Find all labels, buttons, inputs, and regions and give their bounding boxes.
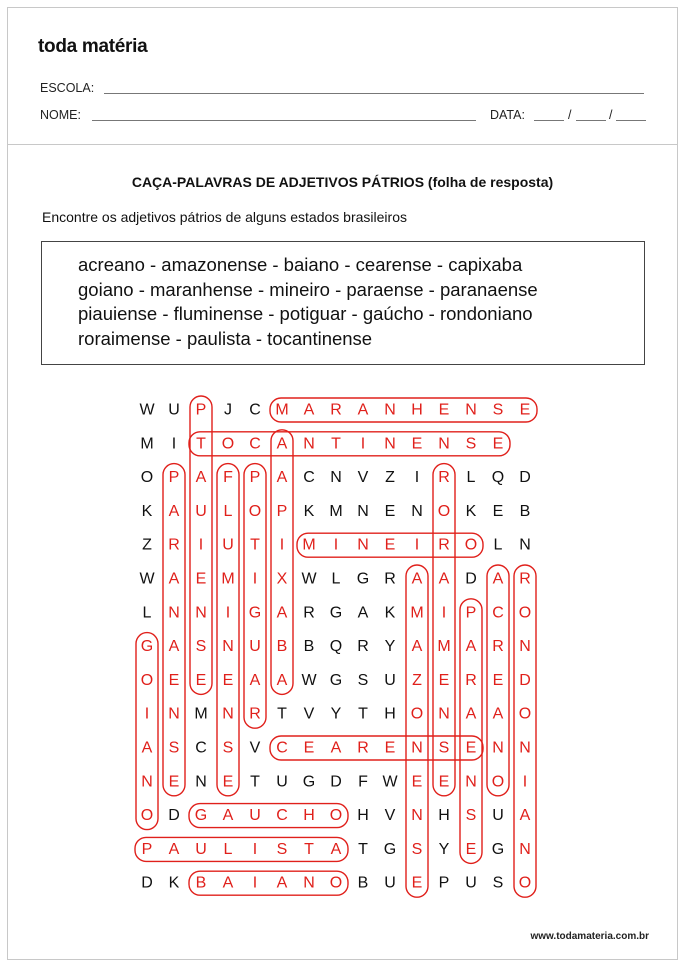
grid-letter: I: [333, 536, 339, 554]
grid-letter: E: [438, 401, 450, 419]
grid-letter: O: [140, 807, 154, 825]
grid-letter: S: [492, 401, 504, 419]
worksheet-page: [7, 7, 678, 960]
grid-letter: E: [384, 502, 396, 520]
grid-letter: R: [438, 469, 450, 487]
grid-letter: E: [168, 671, 180, 689]
school-label: ESCOLA:: [40, 81, 95, 95]
grid-letter: G: [140, 638, 154, 656]
grid-letter: A: [222, 807, 234, 825]
grid-letter: D: [519, 469, 531, 487]
grid-letter: M: [140, 435, 154, 453]
grid-letter: B: [195, 874, 207, 892]
grid-letter: K: [465, 502, 477, 520]
grid-letter: N: [519, 638, 531, 656]
grid-letter: R: [249, 705, 261, 723]
word-list-line: roraimense - paulista - tocantinense: [78, 327, 373, 349]
grid-letter: A: [411, 638, 423, 656]
grid-letter: D: [330, 773, 342, 791]
date-label: DATA:: [490, 108, 525, 122]
grid-letter: R: [384, 570, 396, 588]
grid-letter: N: [465, 773, 477, 791]
grid-letter: T: [358, 840, 368, 858]
grid-letter: G: [248, 604, 262, 622]
grid-letter: L: [223, 502, 233, 520]
grid-letter: I: [252, 874, 258, 892]
brand-logo: toda matéria: [38, 36, 148, 57]
answer-circle-tocantinense: [189, 432, 510, 456]
grid-letter: O: [248, 502, 262, 520]
grid-letter: I: [360, 435, 366, 453]
grid-letter: M: [437, 638, 451, 656]
grid-letter: V: [357, 469, 369, 487]
grid-letter: D: [465, 570, 477, 588]
grid-letter: V: [249, 739, 261, 757]
answer-circle-baiano: [189, 871, 348, 895]
grid-letter: E: [492, 671, 504, 689]
grid-letter: O: [221, 435, 235, 453]
grid-letter: O: [518, 705, 532, 723]
grid-letter: R: [357, 739, 369, 757]
grid-letter: E: [465, 739, 477, 757]
grid-letter: A: [168, 502, 180, 520]
grid-letter: A: [465, 638, 477, 656]
grid-letter: I: [414, 469, 420, 487]
date-separator: /: [609, 108, 613, 122]
grid-letter: O: [518, 874, 532, 892]
grid-letter: A: [330, 739, 342, 757]
grid-letter: T: [304, 840, 314, 858]
grid-letter: N: [411, 502, 423, 520]
grid-letter: R: [519, 570, 531, 588]
grid-letter: P: [195, 401, 207, 419]
grid-letter: H: [303, 807, 315, 825]
grid-letter: C: [276, 739, 288, 757]
grid-letter: U: [276, 773, 288, 791]
grid-letter: D: [519, 671, 531, 689]
grid-letter: Q: [329, 638, 343, 656]
grid-letter: O: [329, 874, 343, 892]
grid-letter: Y: [384, 638, 396, 656]
grid-letter: M: [302, 536, 316, 554]
grid-letter: N: [222, 638, 234, 656]
grid-letter: N: [519, 739, 531, 757]
grid-letter: A: [519, 807, 531, 825]
worksheet-title: CAÇA-PALAVRAS DE ADJETIVOS PÁTRIOS (folha de resposta): [131, 174, 554, 190]
instructions: Encontre os adjetivos pátrios de alguns estados brasileiros: [42, 209, 407, 225]
grid-letter: I: [225, 604, 231, 622]
grid-letter: C: [249, 401, 261, 419]
grid-letter: U: [384, 874, 396, 892]
grid-letter: K: [168, 874, 180, 892]
grid-letter: E: [492, 435, 504, 453]
grid-letter: I: [171, 435, 177, 453]
grid-letter: J: [224, 401, 232, 419]
grid-letter: O: [464, 536, 478, 554]
grid-letter: H: [411, 401, 423, 419]
grid-letter: R: [168, 536, 180, 554]
grid-letter: U: [195, 502, 207, 520]
grid-letter: M: [410, 604, 424, 622]
grid-letter: W: [139, 401, 155, 419]
grid-letter: A: [492, 705, 504, 723]
grid-letter: N: [384, 401, 396, 419]
grid-letter: N: [519, 536, 531, 554]
grid-letter: N: [330, 469, 342, 487]
grid-letter: A: [276, 671, 288, 689]
grid-letter: P: [249, 469, 261, 487]
grid-letter: Y: [330, 705, 342, 723]
answer-circle-gaucho: [189, 804, 348, 828]
grid-letter: A: [303, 401, 315, 419]
grid-letter: N: [492, 739, 504, 757]
grid-letter: O: [518, 604, 532, 622]
grid-letter: I: [252, 570, 258, 588]
word-list-line: acreano - amazonense - baiano - cearense - capixaba: [78, 254, 523, 275]
grid-letter: W: [301, 570, 317, 588]
grid-letter: K: [141, 502, 153, 520]
grid-letter: G: [383, 840, 397, 858]
grid-letter: K: [384, 604, 396, 622]
grid-letter: R: [303, 604, 315, 622]
grid-letter: R: [465, 671, 477, 689]
grid-letter: P: [465, 604, 477, 622]
grid-letter: X: [276, 570, 288, 588]
grid-letter: A: [141, 739, 153, 757]
grid-letter: L: [331, 570, 341, 588]
grid-letter: N: [411, 739, 423, 757]
word-list-line: piauiense - fluminense - potiguar - gaúcho - rondoniano: [78, 303, 533, 324]
grid-letter: I: [198, 536, 204, 554]
grid-letter: H: [357, 807, 369, 825]
grid-letter: R: [492, 638, 504, 656]
grid-letter: N: [168, 604, 180, 622]
grid-letter: S: [195, 638, 207, 656]
grid-letter: B: [357, 874, 369, 892]
grid-letter: A: [276, 874, 288, 892]
grid-letter: A: [411, 570, 423, 588]
grid-letter: A: [465, 705, 477, 723]
grid-letter: S: [492, 874, 504, 892]
grid-letter: N: [195, 604, 207, 622]
grid-letter: R: [357, 638, 369, 656]
grid-letter: L: [223, 840, 233, 858]
grid-letter: A: [492, 570, 504, 588]
grid-letter: A: [168, 570, 180, 588]
grid-letter: S: [465, 807, 477, 825]
grid-letter: N: [384, 435, 396, 453]
grid-letter: Q: [491, 469, 505, 487]
grid-letter: A: [195, 469, 207, 487]
grid-letter: C: [249, 435, 261, 453]
grid-letter: U: [249, 807, 261, 825]
grid-letter: C: [276, 807, 288, 825]
grid-letter: N: [438, 705, 450, 723]
grid-letter: M: [194, 705, 208, 723]
grid-letter: G: [491, 840, 505, 858]
grid-letter: W: [301, 671, 317, 689]
grid-letter: T: [358, 705, 368, 723]
grid-letter: O: [140, 469, 154, 487]
grid-letter: U: [168, 401, 180, 419]
date-separator: /: [568, 108, 572, 122]
grid-letter: R: [438, 536, 450, 554]
grid-letter: L: [493, 536, 503, 554]
grid-letter: A: [249, 671, 261, 689]
grid-letter: F: [358, 773, 368, 791]
grid-letter: E: [465, 840, 477, 858]
grid-letter: U: [249, 638, 261, 656]
word-list-line: goiano - maranhense - mineiro - paraense - paranaense: [78, 278, 538, 300]
grid-letter: E: [195, 671, 207, 689]
grid-letter: S: [276, 840, 288, 858]
grid-letter: S: [438, 739, 450, 757]
grid-letter: E: [222, 671, 234, 689]
grid-letter: A: [222, 874, 234, 892]
grid-letter: Z: [412, 671, 422, 689]
grid-letter: E: [438, 671, 450, 689]
grid-letter: K: [303, 502, 315, 520]
grid-letter: W: [382, 773, 398, 791]
grid-letter: B: [303, 638, 315, 656]
grid-letter: U: [222, 536, 234, 554]
website-footer: www.todamateria.com.br: [530, 931, 649, 942]
grid-letter: H: [438, 807, 450, 825]
grid-letter: N: [519, 840, 531, 858]
grid-letter: T: [277, 705, 287, 723]
grid-letter: N: [411, 807, 423, 825]
grid-letter: S: [357, 671, 369, 689]
grid-letter: E: [303, 739, 315, 757]
grid-letter: T: [331, 435, 341, 453]
grid-letter: B: [276, 638, 288, 656]
grid-letter: E: [519, 401, 531, 419]
grid-letter: N: [357, 502, 369, 520]
grid-letter: T: [250, 773, 260, 791]
grid-letter: G: [356, 570, 370, 588]
grid-letter: E: [384, 536, 396, 554]
answer-circle-cearense: [270, 736, 483, 760]
grid-letter: E: [222, 773, 234, 791]
grid-letter: M: [221, 570, 235, 588]
grid-letter: L: [466, 469, 476, 487]
grid-letter: I: [279, 536, 285, 554]
grid-letter: I: [441, 604, 447, 622]
grid-letter: N: [303, 435, 315, 453]
grid-letter: U: [384, 671, 396, 689]
grid-letter: B: [519, 502, 531, 520]
grid-letter: U: [492, 807, 504, 825]
grid-letter: N: [141, 773, 153, 791]
grid-letter: H: [384, 705, 396, 723]
grid-letter: G: [329, 604, 343, 622]
grid-letter: P: [276, 502, 288, 520]
grid-letter: S: [168, 739, 180, 757]
grid-letter: P: [438, 874, 450, 892]
grid-letter: C: [492, 604, 504, 622]
grid-letter: Z: [142, 536, 152, 554]
grid-letter: A: [168, 840, 180, 858]
grid-letter: I: [522, 773, 528, 791]
grid-letter: A: [357, 604, 369, 622]
grid-letter: A: [438, 570, 450, 588]
grid-letter: G: [302, 773, 316, 791]
grid-letter: A: [168, 638, 180, 656]
grid-letter: D: [141, 874, 153, 892]
grid-letter: U: [465, 874, 477, 892]
grid-letter: V: [303, 705, 315, 723]
grid-letter: I: [144, 705, 150, 723]
grid-letter: S: [222, 739, 234, 757]
grid-letter: N: [195, 773, 207, 791]
grid-letter: M: [329, 502, 343, 520]
grid-letters: [139, 402, 531, 892]
grid-letter: C: [195, 739, 207, 757]
grid-letter: E: [411, 874, 423, 892]
grid-letter: M: [275, 401, 289, 419]
answer-circle-paulista: [135, 837, 348, 861]
grid-letter: E: [195, 570, 207, 588]
grid-letter: O: [491, 773, 505, 791]
grid-letter: N: [357, 536, 369, 554]
grid-letter: C: [303, 469, 315, 487]
grid-letter: I: [414, 536, 420, 554]
grid-letter: E: [492, 502, 504, 520]
grid-letter: A: [276, 435, 288, 453]
grid-letter: V: [384, 807, 396, 825]
grid-letter: N: [222, 705, 234, 723]
grid-letter: T: [250, 536, 260, 554]
grid-letter: U: [195, 840, 207, 858]
grid-letter: P: [168, 469, 180, 487]
grid-letter: A: [330, 840, 342, 858]
grid-letter: A: [357, 401, 369, 419]
grid-letter: N: [303, 874, 315, 892]
name-label: NOME:: [40, 108, 81, 122]
grid-letter: D: [168, 807, 180, 825]
grid-letter: A: [276, 604, 288, 622]
grid-letter: O: [329, 807, 343, 825]
grid-letter: R: [330, 401, 342, 419]
grid-letter: F: [223, 469, 233, 487]
grid-letter: N: [438, 435, 450, 453]
grid-letter: A: [276, 469, 288, 487]
grid-letter: S: [465, 435, 477, 453]
grid-letter: P: [141, 840, 153, 858]
word-search-grid: [8, 8, 677, 959]
grid-letter: N: [465, 401, 477, 419]
grid-letter: O: [437, 502, 451, 520]
grid-letter: Y: [438, 840, 450, 858]
grid-letter: O: [140, 671, 154, 689]
grid-letter: W: [139, 570, 155, 588]
grid-letter: E: [438, 773, 450, 791]
grid-letter: E: [411, 773, 423, 791]
grid-letter: N: [168, 705, 180, 723]
grid-letter: G: [194, 807, 208, 825]
grid-letter: E: [384, 739, 396, 757]
grid-letter: L: [142, 604, 152, 622]
grid-letter: Z: [385, 469, 395, 487]
grid-letter: E: [168, 773, 180, 791]
grid-letter: O: [410, 705, 424, 723]
grid-letter: E: [411, 435, 423, 453]
answer-circle-goiano: [136, 633, 158, 830]
grid-letter: I: [252, 840, 258, 858]
grid-letter: T: [196, 435, 206, 453]
grid-letter: G: [329, 671, 343, 689]
grid-letter: S: [411, 840, 423, 858]
